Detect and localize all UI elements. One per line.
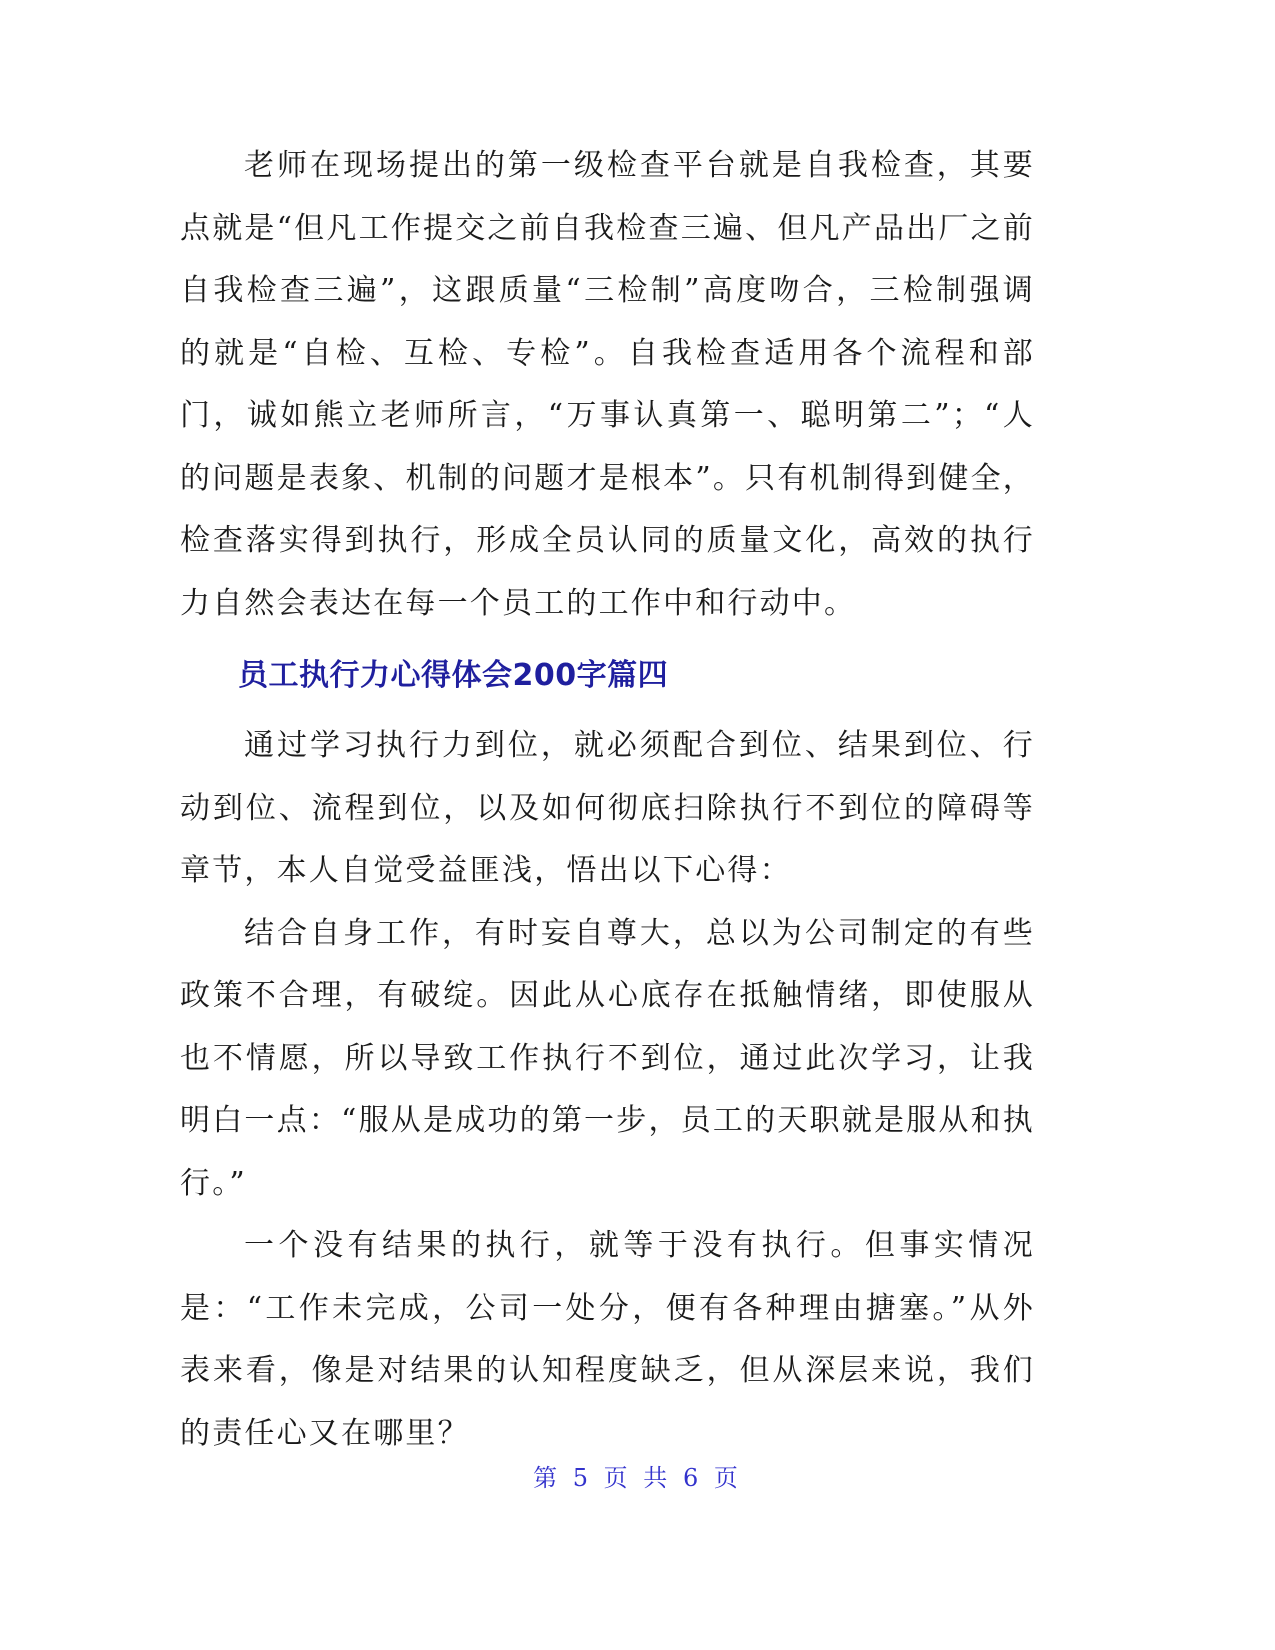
- section-heading: 员工执行力心得体会200字篇四: [238, 658, 669, 693]
- body-paragraph: 一个没有结果的执行，就等于没有执行。但事实情况是：“工作未完成，公司一处分，便有各种理由搪塞。”从外表来看，像是对结果的认知程度缺乏，但从深层来说，我们的责任心又在哪里？: [180, 1228, 1035, 1451]
- page-number-footer: 第 5 页 共 6 页: [533, 1464, 742, 1492]
- document-body: [180, 135, 1035, 1465]
- body-paragraph: 结合自身工作，有时妄自尊大，总以为公司制定的有些政策不合理，有破绽。因此从心底存在抵触情绪，即使服从也不情愿，所以导致工作执行不到位，通过此次学习，让我明白一点：“服从是成功的第一步，员工的天职就是服从和执行。”: [180, 915, 1035, 1201]
- body-paragraph: 通过学习执行力到位，就必须配合到位、结果到位、行动到位、流程到位，以及如何彻底扫除执行不到位的障碍等章节，本人自觉受益匪浅，悟出以下心得：: [180, 728, 1035, 888]
- body-paragraph: 老师在现场提出的第一级检查平台就是自我检查，其要点就是“但凡工作提交之前自我检查三遍、但凡产品出厂之前自我检查三遍”，这跟质量“三检制”高度吻合，三检制强调的就是“自检、互检、专检”。自我检查适用各个流程和部门，诚如熊立老师所言，“万事认真第一、聪明第二”；“人的问题是表象、机制的问题才是根本”。只有机制得到健全，检查落实得到执行，形成全员认同的质量文化，高效的执行力自然会表达在每一个员工的工作中和行动中。: [180, 148, 1035, 621]
